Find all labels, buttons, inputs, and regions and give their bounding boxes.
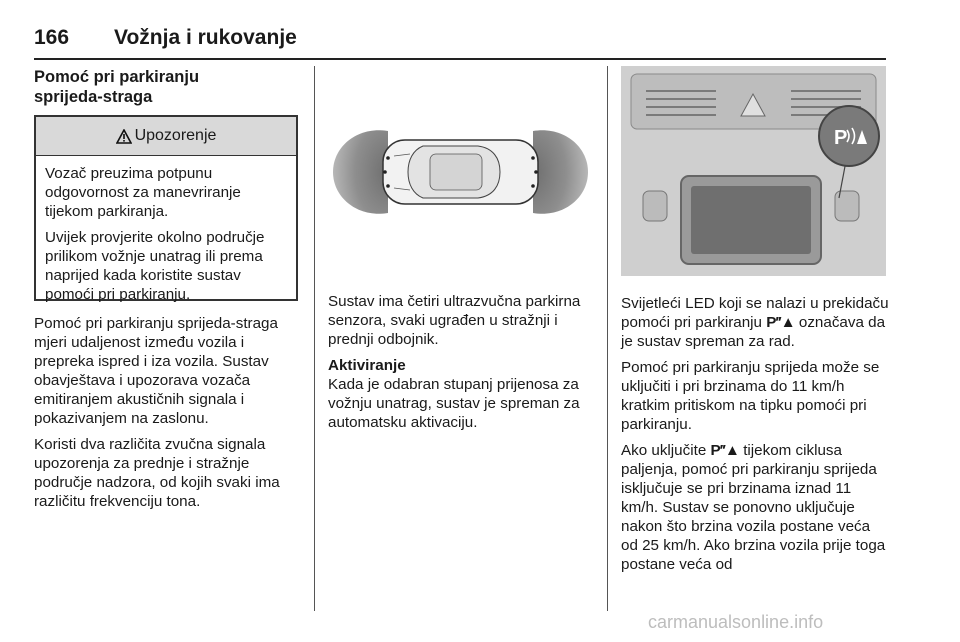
dashboard-illustration [621, 66, 886, 276]
column-divider [607, 66, 608, 611]
body-paragraph: Pomoć pri parkiranju sprijeda može se uključiti i pri brzinama do 11 km/h kratkim pritiskom na tipku pomoći pri parkiranju. [621, 359, 880, 433]
body-paragraph: Sustav ima četiri ultrazvučna parkirna senzora, svaki ugrađen u stražnji i prednji odbojnik. [328, 293, 581, 348]
section-title: Vožnja i rukovanje [114, 26, 297, 49]
body-paragraph: Kada je odabran stupanj prijenosa za vožnju unatrag, sustav je spreman za automatsku aktivaciju. [328, 376, 580, 431]
body-paragraph: Pomoć pri parkiranju sprijeda-straga mjeri udaljenost između vozila i prepreka ispred i iza vozila. Sustav obavještava i upozorava vozača emitiranjem akustičnih signala i pokazivanjem na zaslonu. [34, 315, 278, 427]
warning-header [36, 117, 296, 156]
warning-heading: Upozorenje [134, 127, 217, 144]
body-paragraph [621, 294, 889, 351]
warning-box [34, 115, 298, 301]
park-assist-icon: P′′▲ [710, 442, 739, 459]
header-rule [34, 58, 886, 60]
parking-sensor-diagram [328, 66, 593, 279]
body-paragraph [621, 441, 889, 574]
warning-paragraph: Vozač preuzima potpunu odgovornost za manevriranje tijekom parkiranja. [45, 165, 241, 220]
warning-body [36, 156, 296, 304]
page-number: 166 [34, 26, 70, 49]
column1-body [34, 314, 302, 518]
subheading: Aktiviranje [328, 357, 406, 374]
page-header [34, 26, 886, 58]
park-assist-icon: P′′▲ [766, 314, 795, 331]
text-span: Svijetleći LED koji se nalazi u prekidaču pomoći pri parkiranju [621, 295, 889, 331]
car-top-view [383, 140, 538, 204]
warning-triangle-icon [116, 129, 132, 144]
subsection-title [34, 67, 304, 107]
text-span: označava da je sustav spreman za rad. [621, 314, 886, 350]
warning-paragraph: Uvijek provjerite okolno područje prilikom vožnje unatrag ili prema naprijed kada koristite sustav pomoći pri parkiranju. [45, 229, 265, 303]
text-span: tijekom ciklusa paljenja, pomoć pri parkiranju sprijeda isključuje se pri brzinama iznad 11 km/h. Sustav se ponovno uključuje nakon što brzina vozila postane veća od 25 km/h. Ako brzina vozila prije toga postane veća od [621, 442, 886, 573]
watermark: carmanualsonline.info [648, 612, 824, 632]
body-paragraph: Koristi dva različita zvučna signala upozorenja za prednje i stražnje područje nadzora, od kojih svaki ima različitu frekvenciju tona. [34, 436, 280, 510]
column-divider [314, 66, 315, 611]
subsection-title-line: sprijeda-straga [34, 88, 153, 106]
subsection-title-line: Pomoć pri parkiranju [34, 68, 200, 86]
column2-body [328, 292, 596, 439]
text-span: Ako uključite [621, 442, 707, 459]
column3-body [621, 294, 889, 581]
svg-text:P: P [834, 127, 848, 149]
